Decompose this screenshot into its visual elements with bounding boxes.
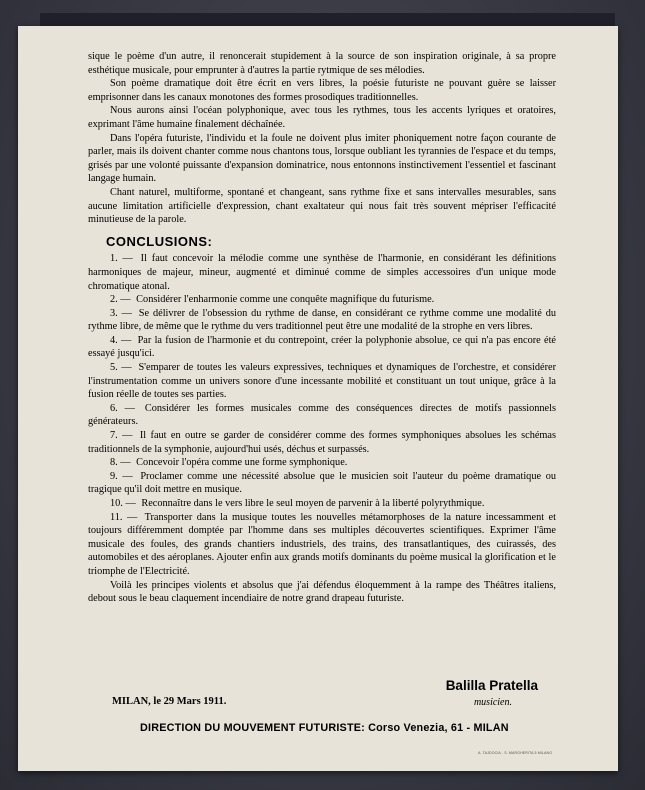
- conclusions-heading: CONCLUSIONS:: [106, 233, 213, 249]
- conclusion-text: Transporter dans la musique toutes les nouvelles métamorphoses de la nature incessamment et toujours différemment domptée par l'homme dans ses multiples découvertes scientifiques. Exprimer l'âme musicale des foules, des grands chantiers industriels, des trains, des transatlantiques, des cuirassés, des automobiles et des aéroplanes. Ajouter enfin aux grands motifs dominants du poème musical la glorification et le triomphe de l'Electricité.: [88, 511, 556, 577]
- continuation-paragraph: sique le poème d'un autre, il renoncerait stupidement à la source de son inspiration originale, à sa propre esthétique musicale, pour emprunter à d'autres la partie rytmique de ses mélodies.: [88, 51, 556, 76]
- conclusion-item: [88, 429, 556, 456]
- conclusion-number: 1. —: [110, 253, 133, 265]
- manifesto-body: [88, 50, 556, 606]
- conclusion-text: Proclamer comme une nécessité absolue que le musicien soit l'auteur du poème dramatique ou tragique qu'il doit mettre en musique.: [88, 470, 556, 496]
- continuation-paragraph: Dans l'opéra futuriste, l'individu et la foule ne doivent plus imiter phoniquement notre façon courante de parler, mais ils doivent chanter comme nous chantons tous, lorsque oubliant les tyrannies de l'espace et du temps, grisés par une volonté puissante d'expansion dominatrice, nous entonnons instinctivement l'essentiel et fascinant langage humain.: [88, 132, 556, 185]
- printer-imprint: A. TAJDOCIA - S. MARGHERITA 5 MILANO: [478, 751, 553, 755]
- conclusion-item: [88, 361, 556, 402]
- conclusion-text: Se délivrer de l'obsession du rythme de danse, en considérant ce rythme comme une modalité du rythme libre, de même que le rythme du vers traditionnel peut être une modalité de la strophe en vers libres.: [88, 307, 556, 333]
- conclusion-number: 2. —: [110, 294, 131, 306]
- conclusion-number: 10. —: [110, 498, 136, 509]
- conclusion-item: [88, 497, 556, 511]
- signer-role: musicien.: [473, 697, 512, 708]
- conclusion-text: Il faut concevoir la mélodie comme une synthèse de l'harmonie, en considérant les définitions harmoniques de majeur, mineur, augmenté et diminué comme de simples accessoires d'un unique mode chromatique atonal.: [88, 253, 557, 292]
- conclusion-number: 7. —: [110, 430, 133, 442]
- conclusion-number: 9. —: [110, 470, 133, 482]
- signer-name: Balilla Pratella: [445, 678, 538, 693]
- conclusion-item: [88, 511, 556, 579]
- conclusion-item: [88, 402, 556, 429]
- conclusion-text: S'emparer de toutes les valeurs expressives, techniques et dynamiques de l'orchestre, et considérer l'instrumentation comme un univers sonore d'une incessante mobilité et constituant un tout unique, grâce à la fusion réelle de toutes ses parties.: [88, 362, 557, 401]
- conclusion-number: 8. —: [110, 457, 131, 469]
- conclusion-number: 6. —: [110, 402, 135, 414]
- conclusion-text: Reconnaître dans le vers libre le seul moyen de parvenir à la liberté polyrythmique.: [141, 498, 485, 509]
- continuation-paragraph: Son poème dramatique doit être écrit en vers libres, la poésie futuriste ne pouvant guère se laisser emprisonner dans les canaux monotones des formes prosodiques traditionnelles.: [88, 78, 556, 103]
- continuation-paragraph: Nous aurons ainsi l'océan polyphonique, avec tous les rythmes, tous les accents lyriques et oratoires, exprimant l'âme humaine finalement déchaînée.: [88, 105, 556, 130]
- conclusion-number: 4. —: [110, 334, 132, 346]
- place-date: MILAN, le 29 Mars 1911.: [112, 696, 227, 707]
- conclusion-text: Il faut en outre se garder de considérer comme des formes symphoniques absolues les schémas traditionnels de la symphonie, aujourd'hui usés, déchus et surpassés.: [88, 430, 556, 455]
- conclusion-text: Considérer les formes musicales comme des conséquences directes de motifs passionnels générateurs.: [88, 402, 556, 428]
- conclusion-number: 5. —: [110, 362, 132, 374]
- conclusion-text: Par la fusion de l'harmonie et du contrepoint, créer la polyphonie absolue, ce qui n'a pas encore été essayé jusqu'ici.: [88, 334, 557, 360]
- conclusion-item: [88, 307, 556, 334]
- direction-address: DIRECTION DU MOUVEMENT FUTURISTE: Corso Venezia, 61 - MILAN: [140, 722, 509, 734]
- closing-paragraph: Voilà les principes violents et absolus que j'ai défendus éloquemment à la rampe des Théâtres italiens, debout sous le beau claquement incendiaire de notre grand drapeau futuriste.: [88, 579, 556, 605]
- continuation-paragraph: Chant naturel, multiforme, spontané et changeant, sans rythme fixe et sans intervalles mesurables, sans aucune limitation artificielle d'expression, chant exaltateur qui nous fait très souvent mépriser l'efficacité minutieuse de la parole.: [88, 186, 556, 226]
- conclusion-text: Concevoir l'opéra comme une forme symphonique.: [136, 457, 348, 469]
- conclusion-text: Considérer l'enharmonie comme une conquête magnifique du futurisme.: [136, 294, 435, 306]
- conclusion-item: [88, 252, 556, 293]
- conclusion-number: 11. —: [110, 511, 138, 523]
- conclusion-item: [88, 456, 556, 470]
- conclusion-number: 3. —: [110, 307, 132, 319]
- conclusion-item: [88, 334, 556, 361]
- signature-block: [88, 678, 556, 718]
- conclusion-item: [88, 293, 556, 307]
- conclusion-item: [88, 470, 556, 497]
